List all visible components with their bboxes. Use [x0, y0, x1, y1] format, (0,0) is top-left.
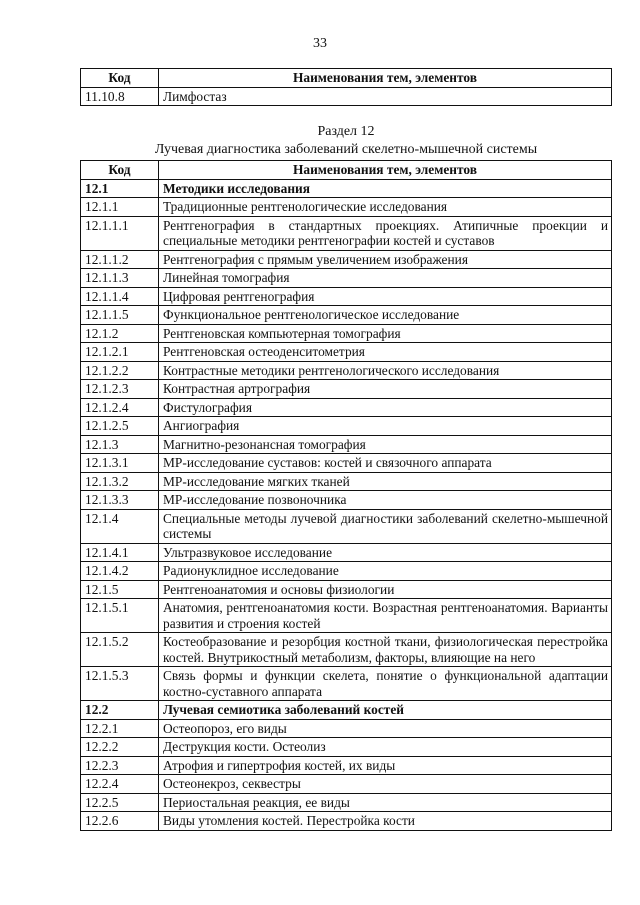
table-row: [81, 398, 612, 417]
table-row: [81, 454, 612, 473]
table-row: [81, 361, 612, 380]
code-cell: 12.1.1: [81, 198, 159, 217]
code-cell: 12.1.5.3: [81, 667, 159, 701]
table-row: [81, 509, 612, 543]
code-cell: 12.1.2.4: [81, 398, 159, 417]
code-cell: 12.2.6: [81, 812, 159, 831]
code-cell: 12.2.5: [81, 793, 159, 812]
name-cell: Лучевая семиотика заболеваний костей: [159, 701, 612, 720]
header-row: [81, 161, 612, 180]
table-row: [81, 87, 612, 106]
table-row: [81, 250, 612, 269]
table-row: [81, 491, 612, 510]
table-row: [81, 719, 612, 738]
code-cell: 12.1.2.2: [81, 361, 159, 380]
table-row: [81, 775, 612, 794]
code-cell: 12.1.3.2: [81, 472, 159, 491]
code-cell: 12.1.2.1: [81, 343, 159, 362]
name-cell: Линейная томография: [159, 269, 612, 288]
name-cell: Функциональное рентгенологическое исследование: [159, 306, 612, 325]
table-row: [81, 472, 612, 491]
code-cell: 12.1.4.2: [81, 562, 159, 581]
code-cell: 12.1.3.3: [81, 491, 159, 510]
code-header: Код: [81, 161, 159, 180]
main-table-body: [81, 179, 612, 830]
name-cell: Цифровая рентгенография: [159, 287, 612, 306]
section-heading-row: [81, 179, 612, 198]
name-cell: Остеонекроз, секвестры: [159, 775, 612, 794]
code-cell: 12.2.3: [81, 756, 159, 775]
code-cell: 12.1.5.1: [81, 599, 159, 633]
main-table: [80, 160, 612, 831]
name-cell: Ультразвуковое исследование: [159, 543, 612, 562]
name-cell: Периостальная реакция, ее виды: [159, 793, 612, 812]
table-row: [81, 324, 612, 343]
page-number: 33: [313, 36, 327, 51]
header-row: [81, 69, 612, 88]
code-cell: 12.1.2: [81, 324, 159, 343]
code-cell: 12.2.4: [81, 775, 159, 794]
table-row: [81, 562, 612, 581]
table-row: [81, 269, 612, 288]
table-row: [81, 287, 612, 306]
name-cell: Деструкция кости. Остеолиз: [159, 738, 612, 757]
name-cell: МР-исследование мягких тканей: [159, 472, 612, 491]
name-cell: Рентгеновская компьютерная томография: [159, 324, 612, 343]
table-row: [81, 667, 612, 701]
name-cell: Связь формы и функции скелета, понятие о функциональной адаптации костно-суставного аппарата: [159, 667, 612, 701]
table-row: [81, 580, 612, 599]
name-cell: МР-исследование позвоночника: [159, 491, 612, 510]
code-cell: 12.2.1: [81, 719, 159, 738]
code-cell: 12.1: [81, 179, 159, 198]
code-cell: 12.1.1.4: [81, 287, 159, 306]
section-title: Раздел 12: [317, 124, 375, 139]
table-row: [81, 306, 612, 325]
code-cell: 11.10.8: [81, 87, 159, 106]
code-cell: 12.1.1.5: [81, 306, 159, 325]
code-header: Код: [81, 69, 159, 88]
name-cell: Лимфостаз: [159, 87, 612, 106]
name-cell: Традиционные рентгенологические исследования: [159, 198, 612, 217]
name-cell: Рентгеновская остеоденситометрия: [159, 343, 612, 362]
table-row: [81, 756, 612, 775]
table-row: [81, 380, 612, 399]
name-cell: Рентгенография в стандартных проекциях. Атипичные проекции и специальные методики рентгенографии костей и суставов: [159, 216, 612, 250]
code-cell: 12.2: [81, 701, 159, 720]
code-cell: 12.1.1.2: [81, 250, 159, 269]
name-cell: Методики исследования: [159, 179, 612, 198]
code-cell: 12.1.4.1: [81, 543, 159, 562]
section-heading-row: [81, 701, 612, 720]
code-cell: 12.1.4: [81, 509, 159, 543]
name-cell: Радионуклидное исследование: [159, 562, 612, 581]
code-cell: 12.1.5: [81, 580, 159, 599]
table-row: [81, 738, 612, 757]
name-cell: МР-исследование суставов: костей и связочного аппарата: [159, 454, 612, 473]
table-row: [81, 812, 612, 831]
table-row: [81, 435, 612, 454]
code-cell: 12.1.1.1: [81, 216, 159, 250]
code-cell: 12.1.2.5: [81, 417, 159, 436]
name-cell: Фистулография: [159, 398, 612, 417]
table-row: [81, 633, 612, 667]
table-row: [81, 417, 612, 436]
code-cell: 12.2.2: [81, 738, 159, 757]
name-cell: Ангиография: [159, 417, 612, 436]
code-cell: 12.1.2.3: [81, 380, 159, 399]
table-row: [81, 793, 612, 812]
name-cell: Остеопороз, его виды: [159, 719, 612, 738]
name-cell: Магнитно-резонансная томография: [159, 435, 612, 454]
table-row: [81, 216, 612, 250]
name-cell: Контрастные методики рентгенологического исследования: [159, 361, 612, 380]
table-row: [81, 343, 612, 362]
table-row: [81, 198, 612, 217]
name-cell: Контрастная артрография: [159, 380, 612, 399]
table-row: [81, 599, 612, 633]
name-cell: Атрофия и гипертрофия костей, их виды: [159, 756, 612, 775]
table-row: [81, 543, 612, 562]
name-header: Наименования тем, элементов: [159, 69, 612, 88]
name-cell: Специальные методы лучевой диагностики заболеваний скелетно-мышечной системы: [159, 509, 612, 543]
name-cell: Анатомия, рентгеноанатомия кости. Возрастная рентгеноанатомия. Варианты развития и строения костей: [159, 599, 612, 633]
name-cell: Рентгенография с прямым увеличением изображения: [159, 250, 612, 269]
name-cell: Костеобразование и резорбция костной ткани, физиологическая перестройка костей. Внутрикостный метаболизм, факторы, влияющие на него: [159, 633, 612, 667]
name-header: Наименования тем, элементов: [159, 161, 612, 180]
code-cell: 12.1.1.3: [81, 269, 159, 288]
code-cell: 12.1.3.1: [81, 454, 159, 473]
name-cell: Виды утомления костей. Перестройка кости: [159, 812, 612, 831]
code-cell: 12.1.3: [81, 435, 159, 454]
top-table: [80, 68, 612, 106]
name-cell: Рентгеноанатомия и основы физиологии: [159, 580, 612, 599]
code-cell: 12.1.5.2: [81, 633, 159, 667]
section-subtitle: Лучевая диагностика заболеваний скелетно-мышечной системы: [154, 142, 538, 157]
